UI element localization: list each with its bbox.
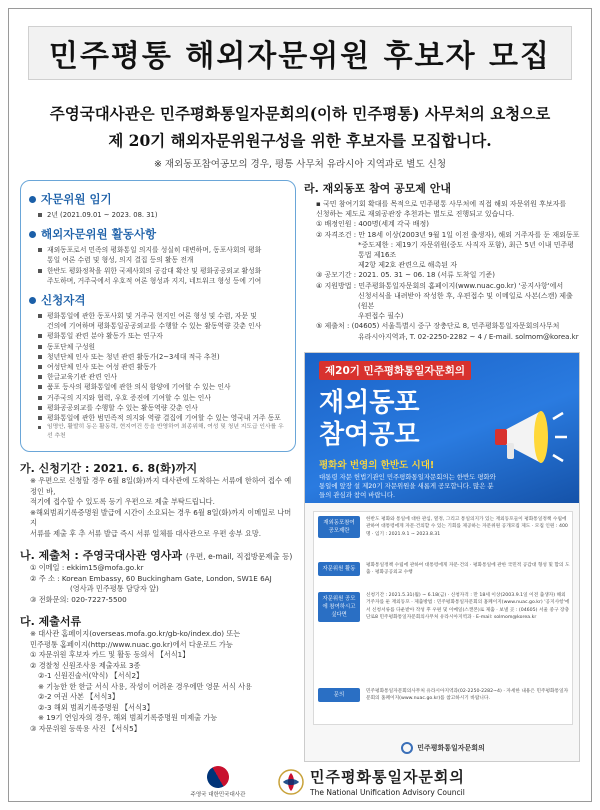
submit-address: ② 주 소 : Korean Embassy, 60 Buckingham Gate, London, SW1E 6AJ bbox=[30, 573, 272, 583]
documents-line: ※ 19기 연임자의 경우, 해외 범죄기록증명원 미제출 가능 bbox=[38, 713, 218, 722]
bullet-dot-icon bbox=[29, 196, 36, 203]
submit-phone: ③ 전화문의: 020-7227-5500 bbox=[30, 594, 127, 604]
term-heading: 자문위원 임기 bbox=[29, 191, 287, 207]
overseas-open-line: ① 배정인원 : 400명(세계 각국 배정) bbox=[316, 220, 429, 229]
overseas-open-line: 제2항 제2호 관련으로 해촉된 자 bbox=[358, 261, 457, 270]
qualification-item: 동포단체 구성원 bbox=[29, 342, 287, 352]
poster-footer: 민주평화통일자문회의 bbox=[305, 733, 580, 762]
apply-period-heading: 가. 신청기간 : 2021. 6. 8(화)까지 bbox=[20, 462, 198, 475]
title-banner bbox=[28, 26, 572, 80]
qualification-item: 여성단체 인사 또는 여성 관련 활동가 bbox=[29, 362, 287, 372]
overseas-open-line: ③ 공모기간 : 2021. 05. 31 ~ 06. 18 (서류 도착일 기준) bbox=[316, 271, 495, 280]
apply-period-line: 적기에 접수할 수 있도록 등기 우편으로 제출 부탁드립니다. bbox=[30, 497, 215, 506]
submit-heading-suffix: (우편, e-mail, 직접방문제출 등) bbox=[185, 552, 293, 561]
documents-line: ②-3 해외 범죄기록증명원 【서식3】 bbox=[38, 702, 154, 712]
poster-slogan: 평화와 번영의 한반도 시대! bbox=[319, 460, 435, 471]
documents-heading: 다. 제출서류 bbox=[20, 615, 82, 628]
megaphone-icon bbox=[489, 397, 569, 477]
overseas-open-line: ② 자격조건 : 만 18세 이상(2003년 9월 1일 이전 출생자), 해외 거주자를 둔 재외동포 bbox=[316, 230, 580, 239]
overseas-open-line: 신청하는 제도로 재외공관장 추천과는 별도로 진행되고 있습니다. bbox=[316, 210, 515, 219]
right-column bbox=[304, 180, 580, 342]
poster-row-label: 자문위원 공모에 참여하시고 싶다면 bbox=[318, 592, 360, 622]
qualification-footnote: 임명안, 활발히 동은 활동력, 현지여건 등을 반영하여 최종위해, 여성 및 청년 지도급 인사를 우선 추천 bbox=[29, 423, 287, 441]
qualification-item: 평화통일에 관한 동포사회 및 거주국 현지인 여론 형성 및 수렴, 자문 및 bbox=[29, 311, 287, 321]
qualification-item: 한글교육기관 관련 인사 bbox=[29, 372, 287, 382]
submit-email[interactable]: ① 이메일 : ekkim15@mofa.go.kr bbox=[30, 563, 144, 572]
intro bbox=[20, 100, 580, 174]
poster-row-label: 문의 bbox=[318, 688, 360, 702]
council-emblem-icon bbox=[278, 769, 304, 795]
qualification-item: 청년단체 인사 또는 청년 관련 활동가(2~3세대 적극 추천) bbox=[29, 352, 287, 362]
poster-row-text: 민주평화통일자문회의사무처 유라시아지역과(02-2250-2282~4) · 자세한 내용은 민주평화통일자문회의 홈페이지(www.nuac.go.kr)를 참고하시기 바랍니다. bbox=[366, 689, 569, 702]
submit-heading: 나. 제출처 : 주영국대사관 영사과 (우편, e-mail, 직접방문제출 등) bbox=[20, 549, 293, 562]
documents-line: ※ 대사관 홈페이지(overseas.mofa.go.kr/gb-ko/index.do) 또는 bbox=[30, 629, 241, 638]
campaign-poster bbox=[304, 352, 580, 762]
poster-row-text: 신청기간 : 2021.5.31(월) ~ 6.18(금) · 신청자격 : 만 18세 이상(2003.9.1일 이전 출생자) 해외 거주자를 둔 재외동포 · 제출방법 : 민주평화통일자문회의 홈페이지(www.nuac.go.kr) '공지사항'에서 신청서류를 다운받아 작성 후 우편 및 이메일(스캔본)로 제출 · 보낼 곳 : (04605) 서울 중구 장충단로8 민주평화통일자문회의사무처 유라시아지역과 · E-mail: solmom@korea.kr bbox=[366, 593, 570, 620]
documents-line: ②-2 여권 사본 【서식3】 bbox=[38, 692, 120, 701]
documents-section bbox=[20, 613, 296, 734]
overseas-open-line: ▪ 국민 참여기회 확대를 목적으로 민주평통 사무처에 직접 해외 자문위원 후보자를 bbox=[316, 200, 567, 208]
apply-period-line: 서류를 제출 후 추 서류 발급 즉시 서류 일체를 대사관으로 우편 송부 요망. bbox=[30, 528, 262, 538]
apply-period-line: ※ 우편으로 신청할 경우 6월 8일(화)까지 대사관에 도착하는 서류에 한하여 접수 예정인 바, bbox=[30, 476, 292, 496]
apply-period-section bbox=[20, 460, 296, 539]
poster-subtext: 대통령 자문 헌법기관인 민주평화통일자문회의는 한반도 평화와 통일에 앞장 설 제20기 자문위원을 새롭게 공모합니다. 많은 분들의 관심과 참여 바랍니다. bbox=[319, 473, 496, 499]
qualification-item: 평화통일 관련 분야 활동가 또는 연구자 bbox=[29, 331, 287, 341]
documents-line: ② 경찰청 신원조사용 제출자료 3종 bbox=[30, 660, 141, 670]
overseas-open-line: ⑤ 제출처 : (04605) 서울특별시 중구 장충단로 8, 민주평화통일자문회의사무처 bbox=[316, 322, 560, 331]
eligibility-box bbox=[20, 180, 296, 452]
documents-line: ②-1 신원진술서(약식) 【서식2】 bbox=[38, 671, 144, 680]
submit-section bbox=[20, 547, 296, 605]
duties-heading: 해외자문위원 활동사항 bbox=[29, 226, 287, 242]
council-logo bbox=[278, 766, 465, 797]
term-item: 2년 (2021.09.01 ~ 2023. 08. 31) bbox=[29, 210, 287, 220]
qualification-item: 품포 등사의 평화통일에 관한 의식 함양에 기여할 수 있는 인사 bbox=[29, 382, 287, 392]
duty-item-cont: 통일 여론 수렴 및 형성, 의지 결집 등의 활동 전개 bbox=[47, 256, 194, 265]
qualification-item: 거주국의 지지와 협력, 우호 증진에 기여할 수 있는 인사 bbox=[29, 393, 287, 403]
documents-line: ① 자문위원 후보자 카드 및 활동 동의서 【서식1】 bbox=[30, 650, 190, 659]
overseas-open-line: ④ 지원방법 : 민주평화통일자문회의 홈페이지(www.nuac.go.kr) '공지사항'에서 bbox=[316, 281, 564, 290]
qualifications-heading: 신청자격 bbox=[29, 292, 287, 308]
qualification-item: 평화통일에 관한 범민족적 의지와 역량 결집에 기여할 수 있는 영국내 거주 동포 bbox=[29, 413, 287, 423]
overseas-open-line: 유라시아지역과, T. 02-2250-2282 ~ 4 / E-mail. solmom@korea.kr bbox=[358, 332, 579, 341]
bullet-dot-icon bbox=[29, 231, 36, 238]
overseas-open-line: 신청서식을 내려받아 작성한 후, 우편접수 및 이메일로 사본(스캔) 제출 (원본 bbox=[358, 291, 573, 311]
bullet-dot-icon bbox=[29, 297, 36, 304]
poster-row-text: 평화통일정책 수립에 관하여 대통령에게 자문·건의 · 평화통일에 관한 국민적 공감대 형성 및 합의 도출 · 평화공공외교 수행 bbox=[366, 563, 570, 576]
intro-line-2: 제 20기 해외자문위원구성을 위한 후보자를 모집합니다. bbox=[108, 131, 492, 150]
poster-row-text: 한반도 평화와 통일에 대한 관심, 열정, 그리고 통일의지가 있는 재외동포들이 평화통일정책 수립에 관하여 대통령에게 자문·건의할 수 있는 기회를 제공하는 자문위원 공개모집 제도 · 모집 인원 : 400명 · 임기 : 2021.9.1 ~ 2023.8.31 bbox=[366, 517, 568, 537]
taegeuk-icon bbox=[203, 762, 233, 792]
qualification-item-cont: 건의에 기여하며 평화통일공공외교를 수행할 수 있는 활동역량 갖춘 인사 bbox=[47, 322, 262, 331]
intro-note: ※ 재외동포참여공모의 경우, 평통 사무처 유라시아 지역과로 별도 신청 bbox=[153, 159, 447, 170]
documents-line: ③ 자문위원 등록용 사진 【서식5】 bbox=[30, 723, 141, 733]
poster-row-label: 자문위원 활동 bbox=[318, 562, 360, 576]
apply-period-line: ※해외범죄기록증명원 발급에 시간이 소요되는 경우 6월 8일(화)까지 이메일로 나머지 bbox=[30, 507, 292, 527]
embassy-logo bbox=[188, 766, 248, 798]
submit-address-attn: (영사과 민주평통 담당자 앞) bbox=[70, 584, 159, 593]
poster-headline: 재외동포 참여공모 bbox=[319, 388, 420, 450]
intro-line-1: 주영국대사관은 민주평화통일자문회의(이하 민주평통) 사무처의 요청으로 bbox=[49, 104, 551, 123]
poster-details bbox=[313, 511, 573, 725]
footer bbox=[28, 766, 572, 800]
documents-line: 민주평통 홈페이지(http://www.nuac.go.kr)에서 다운로드 가능 bbox=[30, 639, 233, 649]
duty-item-cont: 주도하며, 거주국에서 우호적 여론 형성과 지지, 네트워크 형성 등에 기여 bbox=[47, 276, 262, 285]
poster-header bbox=[305, 353, 580, 503]
embassy-name: 주영국 대한민국대사관 bbox=[190, 792, 246, 798]
overseas-open-line: *중도제한 : 제19기 자문위원(중도 사직자 포함), 최근 5년 이내 민주평통법 제16조 bbox=[358, 240, 574, 260]
poster-row-label: 재외동포참여 공모제란 bbox=[318, 516, 360, 538]
overseas-open-line: 우편접수 필수) bbox=[358, 312, 404, 321]
documents-line: ※ 기능한 한 한글 서식 사용, 작성이 어려운 경우에만 영문 서식 사용 bbox=[38, 681, 252, 691]
page-title: 민주평통 해외자문위원 후보자 모집 bbox=[48, 39, 552, 74]
duty-item: 재외동포로서 민족의 평화통일 의지를 성실히 대변하며, 동포사회의 평화 bbox=[29, 245, 287, 255]
overseas-open-heading: 라. 재외동포 참여 공모제 안내 bbox=[304, 182, 452, 195]
council-name-en: The National Unification Advisory Council bbox=[310, 788, 465, 797]
poster-ribbon: 제20기 민주평화통일자문회의 bbox=[319, 361, 471, 380]
qualification-item: 평화공공외교를 수행할 수 있는 활동역량 갖춘 인사 bbox=[29, 403, 287, 413]
council-name-kr: 민주평화통일자문회의 bbox=[310, 768, 465, 786]
duty-item: 한반도 평화정착을 위한 국제사회의 공감대 확산 및 평화공공외교 활성화 bbox=[29, 266, 287, 276]
council-emblem-icon bbox=[401, 742, 413, 754]
left-column bbox=[20, 180, 296, 734]
